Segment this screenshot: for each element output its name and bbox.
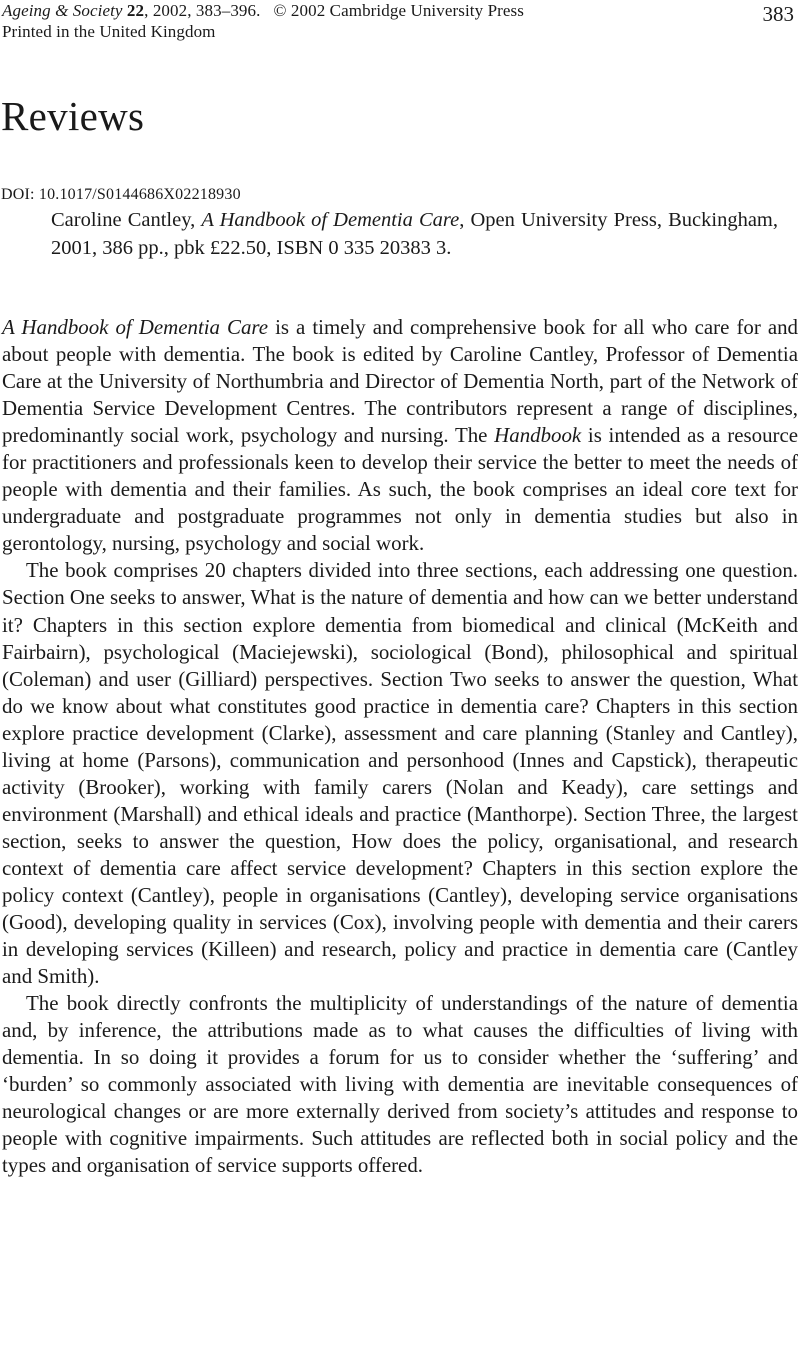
copyright-notice: © 2002 Cambridge University Press (273, 1, 524, 20)
citation-details: , Open University Press, Buckingham, 2001, 386 pp., pbk £22.50, ISBN 0 335 20383 3. (51, 209, 778, 260)
citation-title: A Handbook of Dementia Care (201, 209, 460, 231)
journal-info (2, 0, 524, 42)
paragraph-3: The book directly confronts the multiplicity of understandings of the nature of dementia and, by inference, the attributions made as to what causes the difficulties of living with dementia. In so doing it provides a forum for us to consider whether the ‘suffering’ and ‘burden’ so commonly associated with living with dementia are inevitable consequences of neurological changes or are more externally derived from society’s attitudes and response to people with cognitive impairments. Such attitudes are reflected both in social policy and the types and organisation of service supports offered. (2, 991, 798, 1178)
printed-notice: Printed in the United Kingdom (2, 22, 216, 41)
paragraph-1-lead-title: A Handbook of Dementia Care (2, 315, 269, 339)
book-citation (51, 206, 778, 263)
paragraph-1-text-b: is intended as a resource for practitioners and professionals keen to develop their service the better to meet the needs of people with dementia and their families. As such, the book comprises an ideal core text for undergraduate and postgraduate programmes not only in dementia studies but also in gerontology, nursing, psychology and social work. (2, 423, 799, 556)
running-head (0, 0, 800, 44)
journal-line (2, 0, 524, 21)
citation-author: Caroline Cantley, (51, 209, 196, 231)
review-body (2, 314, 798, 1180)
page-number: 383 (762, 2, 794, 26)
journal-year-pages: , 2002, 383–396. (144, 1, 261, 20)
paragraph-2: The book comprises 20 chapters divided into three sections, each addressing one question. Section One seeks to answer, What is the nature of dementia and how can we better understand it? Chapters in this section explore dementia from biomedical and clinical (McKeith and Fairbairn), psychological (Maciejewski), sociological (Bond), philosophical and spiritual (Coleman) and user (Gilliard) perspectives. Section Two seeks to answer the question, What do we know about what constitutes good practice in dementia care? Chapters in this section explore practice development (Clarke), assessment and care planning (Stanley and Cantley), living at home (Parsons), communication and personhood (Innes and Capstick), therapeutic activity (Brooker), working with family carers (Nolan and Keady), care settings and environment (Marshall) and ethical ideals and practice (Manthorpe). Section Three, the largest section, seeks to answer the question, How does the policy, organisational, and research context of dementia care affect service development? Chapters in this section explore the policy context (Cantley), people in organisations (Cantley), developing service organisations (Good), developing quality in services (Cox), involving people with dementia and their carers in developing services (Killeen) and research, policy and practice in dementia care (Cantley and Smith). (2, 558, 798, 989)
journal-name: Ageing & Society (2, 1, 123, 20)
doi: DOI: 10.1017/S0144686X02218930 (1, 186, 241, 203)
journal-volume: 22 (126, 1, 145, 20)
section-title: Reviews (1, 93, 145, 139)
paragraph-1 (2, 314, 798, 557)
paragraph-1-text-a: is a timely and comprehensive book for all who care for and about people with dementia. The book is edited by Caroline Cantley, Professor of Dementia Care at the University of Northumbria and Director of Dementia North, part of the Network of Dementia Service Development Centres. The contributors represent a range of disciplines, predominantly social work, psychology and nursing. The (2, 315, 799, 448)
paragraph-1-handbook: Handbook (494, 423, 582, 448)
